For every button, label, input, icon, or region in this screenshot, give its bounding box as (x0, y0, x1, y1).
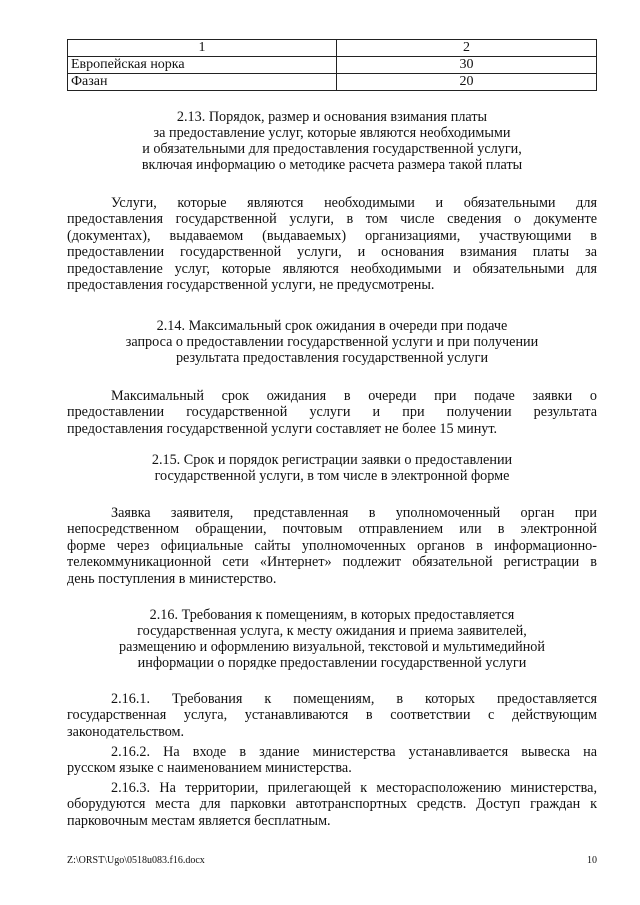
text-line: Заявка заявителя, представленная в уполномоченный орган при (111, 505, 597, 521)
data-table (67, 39, 597, 91)
text-line: Услуги, которые являются необходимыми и обязательными для (111, 195, 597, 211)
text-line: предоставление услуг, которые являются необходимыми и обязательными для (67, 260, 597, 277)
table-cell-name: Европейская норка (68, 57, 337, 74)
text-line: день поступления в министерство. (67, 570, 277, 587)
section-heading-2-16 (67, 607, 597, 671)
heading-line: результата предоставления государственной услуги (175, 350, 489, 366)
text-line: форме через официальные сайты уполномоченных органов в информационно- (67, 537, 597, 554)
heading-line: информации о порядке предоставлении государственной услуги (137, 655, 527, 671)
text-line: 2.16.3. На территории, прилегающей к месторасположению министерства, (111, 780, 597, 796)
page-number: 10 (587, 855, 597, 866)
text-line: русском языке с наименованием министерства. (67, 760, 352, 777)
table-header-cell: 2 (337, 40, 597, 57)
section-body-2-13 (67, 195, 597, 293)
table-cell-name: Фазан (68, 74, 337, 91)
table-cell-value: 30 (337, 57, 597, 74)
table-row (68, 57, 597, 74)
table-row (68, 74, 597, 91)
text-line: Максимальный срок ожидания в очереди при подаче заявки о (111, 388, 597, 404)
text-line: (документах), выдаваемом (выдаваемых) организациями, участвующими в (67, 227, 597, 244)
heading-line: 2.13. Порядок, размер и основания взимания платы (176, 109, 488, 125)
text-line: предоставлении государственной услуги, и основания взимания платы за (67, 244, 597, 261)
text-line: предоставления государственной услуги, в том числе сведения о документе (67, 211, 597, 228)
table-header-row (68, 40, 597, 57)
heading-line: 2.14. Максимальный срок ожидания в очереди при подаче (156, 318, 508, 334)
section-body-2-14 (67, 388, 597, 437)
heading-line: государственной услуги, в том числе в электронной форме (154, 468, 510, 484)
heading-line: государственная услуга, к месту ожидания и приема заявителей, (137, 623, 527, 639)
text-line: 2.16.2. На входе в здание министерства устанавливается вывеска на (111, 744, 597, 760)
text-line: законодательством. (67, 723, 185, 740)
section-paragraph-2-16-1 (67, 691, 597, 740)
heading-line: за предоставление услуг, которые являются необходимыми (153, 125, 511, 141)
heading-line: и обязательными для предоставления государственной услуги, (142, 141, 522, 157)
text-line: государственная услуга, устанавливаются в соответствии с действующим (67, 707, 597, 724)
heading-line: размещению и оформлению визуальной, текстовой и мультимедийной (119, 639, 545, 655)
heading-line: запроса о предоставлении государственной услуги и при получении (125, 334, 539, 350)
section-heading-2-13 (67, 109, 597, 173)
text-line: парковочным местам является бесплатным. (67, 812, 331, 829)
text-line: оборудуются места для парковки автотранспортных средств. Доступ граждан к (67, 796, 597, 813)
table-cell-value: 20 (337, 74, 597, 91)
section-paragraph-2-16-3 (67, 780, 597, 829)
text-line: предоставления государственной услуги, не предусмотрены. (67, 277, 435, 294)
text-line: предоставления государственной услуги составляет не более 15 минут. (67, 420, 498, 437)
section-heading-2-14 (67, 318, 597, 366)
section-paragraph-2-16-2 (67, 744, 597, 777)
text-line: непосредственном обращении, почтовым отправлением или в электронной (67, 521, 597, 538)
text-line: 2.16.1. Требования к помещениям, в которых предоставляется (111, 691, 597, 707)
footer-file-path: Z:\ORST\Ugo\0518u083.f16.docx (67, 855, 205, 866)
heading-line: включая информацию о методике расчета размера такой платы (141, 157, 523, 173)
section-body-2-15 (67, 505, 597, 587)
text-line: предоставлении государственной услуги и при получении результата (67, 404, 597, 421)
table-header-cell: 1 (68, 40, 337, 57)
heading-line: 2.16. Требования к помещениям, в которых предоставляется (149, 607, 515, 623)
text-line: телекоммуникационной сети «Интернет» подлежит обязательной регистрации в (67, 554, 597, 571)
heading-line: 2.15. Срок и порядок регистрации заявки о предоставлении (151, 452, 513, 468)
section-heading-2-15 (67, 452, 597, 484)
